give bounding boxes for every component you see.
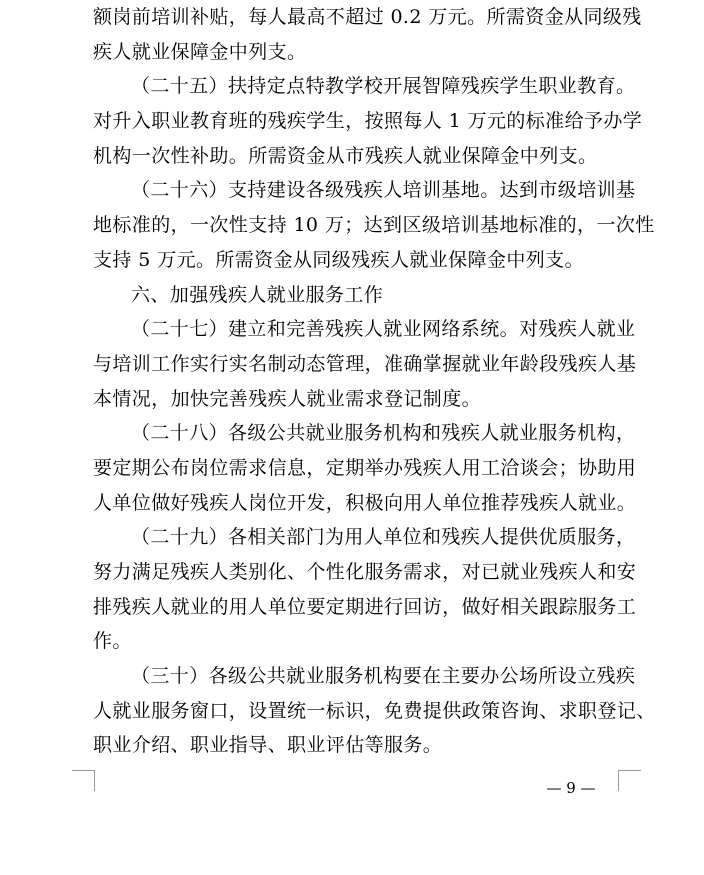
crop-mark-right bbox=[618, 770, 641, 791]
section-heading: 六、加强残疾人就业服务工作 bbox=[131, 283, 384, 306]
body-line: 与培训工作实行实名制动态管理，准确掌握就业年龄段残疾人基 bbox=[93, 352, 637, 375]
body-line: 要定期公布岗位需求信息，定期举办残疾人用工洽谈会；协助用 bbox=[93, 456, 637, 479]
clause-25-start: （二十五）扶持定点特教学校开展智障残疾学生职业教育。 bbox=[131, 75, 636, 98]
body-line: 支持 5 万元。所需资金从同级残疾人就业保障金中列支。 bbox=[93, 248, 584, 271]
clause-30-start: （三十）各级公共就业服务机构要在主要办公场所设立残疾 bbox=[131, 665, 636, 688]
clause-26-start: （二十六）支持建设各级残疾人培训基地。达到市级培训基 bbox=[131, 179, 636, 202]
crop-mark-left bbox=[72, 770, 95, 791]
body-line: 地标准的，一次性支持 10 万；达到区级培训基地标准的，一次性 bbox=[93, 214, 655, 237]
body-line: 排残疾人就业的用人单位要定期进行回访，做好相关跟踪服务工 bbox=[93, 595, 637, 618]
body-line: 努力满足残疾人类别化、个性化服务需求，对已就业残疾人和安 bbox=[93, 561, 637, 583]
body-line: 职业介绍、职业指导、职业评估等服务。 bbox=[93, 734, 443, 757]
clause-29-start: （二十九）各相关部门为用人单位和残疾人提供优质服务， bbox=[131, 526, 636, 549]
body-line: 对升入职业教育班的残疾学生，按照每人 1 万元的标准给予办学 bbox=[93, 110, 643, 133]
body-line: 机构一次性补助。所需资金从市残疾人就业保障金中列支。 bbox=[93, 144, 598, 167]
page-number: — 9 — bbox=[546, 779, 596, 797]
body-line: 疾人就业保障金中列支。 bbox=[93, 40, 307, 63]
body-line: 作。 bbox=[93, 630, 132, 653]
clause-28-start: （二十八）各级公共就业服务机构和残疾人就业服务机构， bbox=[131, 422, 636, 445]
body-line: 本情况，加快完善残疾人就业需求登记制度。 bbox=[93, 387, 482, 410]
body-line: 人单位做好残疾人岗位开发，积极向用人单位推荐残疾人就业。 bbox=[93, 491, 637, 514]
body-line: 人就业服务窗口，设置统一标识，免费提供政策咨询、求职登记、 bbox=[93, 699, 656, 722]
document-body bbox=[93, 0, 656, 763]
body-line: 额岗前培训补贴，每人最高不超过 0.2 万元。所需资金从同级残 bbox=[93, 6, 642, 28]
clause-27-start: （二十七）建立和完善残疾人就业网络系统。对残疾人就业 bbox=[131, 318, 636, 341]
